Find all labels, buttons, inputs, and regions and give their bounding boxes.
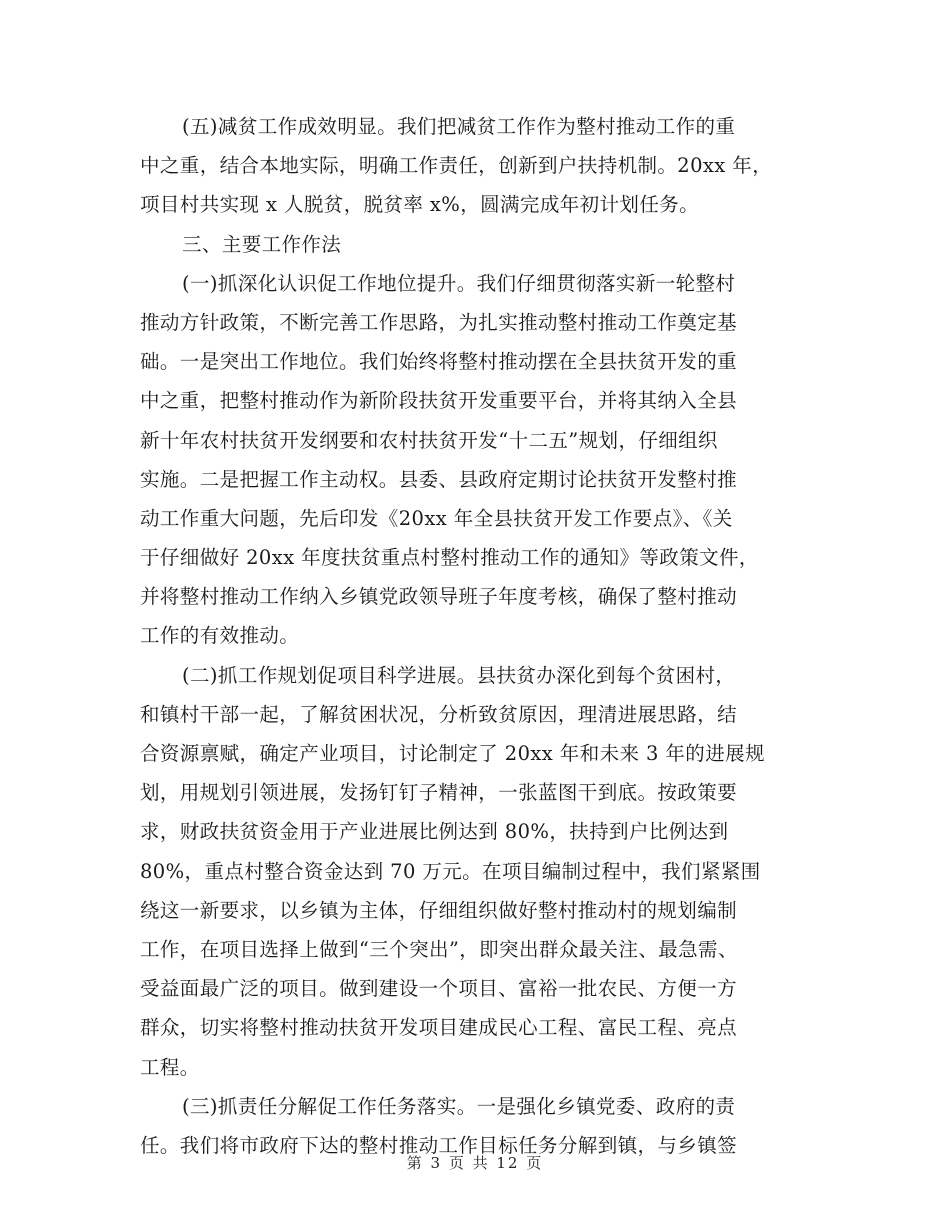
text-line: 三、主要工作作法 [182,232,342,256]
text-line: (三)抓责任分解促工作任务落实。一是强化乡镇党委、政府的责 [182,1094,736,1118]
text-line: 合资源禀赋，确定产业项目，讨论制定了 20xx 年和未来 3 年的进展规 [140,742,765,765]
text-line: 中之重，把整村推动作为新阶段扶贫开发重要平台，并将其纳入全县 [140,389,738,413]
text-line: 群众，切实将整村推动扶贫开发项目建成民心工程、富民工程、亮点 [140,1016,738,1040]
text-line: (一)抓深化认识促工作地位提升。我们仔细贯彻落实新一轮整村 [182,271,736,295]
text-line: (二)抓工作规划促项目科学进展。县扶贫办深化到每个贫困村， [182,663,736,687]
text-line: 中之重，结合本地实际，明确工作责任，创新到户扶持机制。20xx 年， [140,154,773,178]
text-line: 实施。二是把握工作主动权。县委、县政府定期讨论扶贫开发整村推 [140,467,738,491]
text-line: 任。我们将市政府下达的整村推动工作目标任务分解到镇，与乡镇签 [140,1133,738,1157]
text-line: 求，财政扶贫资金用于产业进展比例达到 80%，扶持到户比例达到 [140,820,729,844]
text-line: 工作，在项目选择上做到“三个突出”，即突出群众最关注、最急需、 [140,937,738,961]
text-line: 绕这一新要求，以乡镇为主体，仔细组织做好整村推动村的规划编制 [140,898,738,922]
text-line: (五)减贫工作成效明显。我们把减贫工作作为整村推动工作的重 [182,115,736,138]
text-line: 80%，重点村整合资金达到 70 万元。在项目编制过程中，我们紧紧围 [140,859,761,883]
text-line: 受益面最广泛的项目。做到建设一个项目、富裕一批农民、方便一方 [140,977,738,1001]
page-footer: 第 3 页 共 12 页 [406,1154,544,1172]
text-line: 于仔细做好 20xx 年度扶贫重点村整村推动工作的通知》等政策文件， [140,546,759,570]
text-line: 动工作重大问题，先后印发《20xx 年全县扶贫开发工作要点》、《关 [140,506,733,530]
text-line: 新十年农村扶贫开发纲要和农村扶贫开发“十二五”规划，仔细组织 [140,428,718,452]
text-line: 和镇村干部一起，了解贫困状况，分析致贫原因，理清进展思路，结 [140,702,738,726]
text-line: 项目村共实现 x 人脱贫，脱贫率 x%，圆满完成年初计划任务。 [140,193,700,217]
text-line: 工作的有效推动。 [140,624,300,648]
text-line: 础。一是突出工作地位。我们始终将整村推动摆在全县扶贫开发的重 [140,350,738,374]
text-line: 并将整村推动工作纳入乡镇党政领导班子年度考核，确保了整村推动 [140,585,738,609]
text-line: 推动方针政策，不断完善工作思路，为扎实推动整村推动工作奠定基 [140,310,738,334]
text-line: 工程。 [140,1055,200,1079]
document-body [140,107,810,1165]
text-line: 划，用规划引领进展，发扬钉钉子精神，一张蓝图干到底。按政策要 [140,781,738,805]
